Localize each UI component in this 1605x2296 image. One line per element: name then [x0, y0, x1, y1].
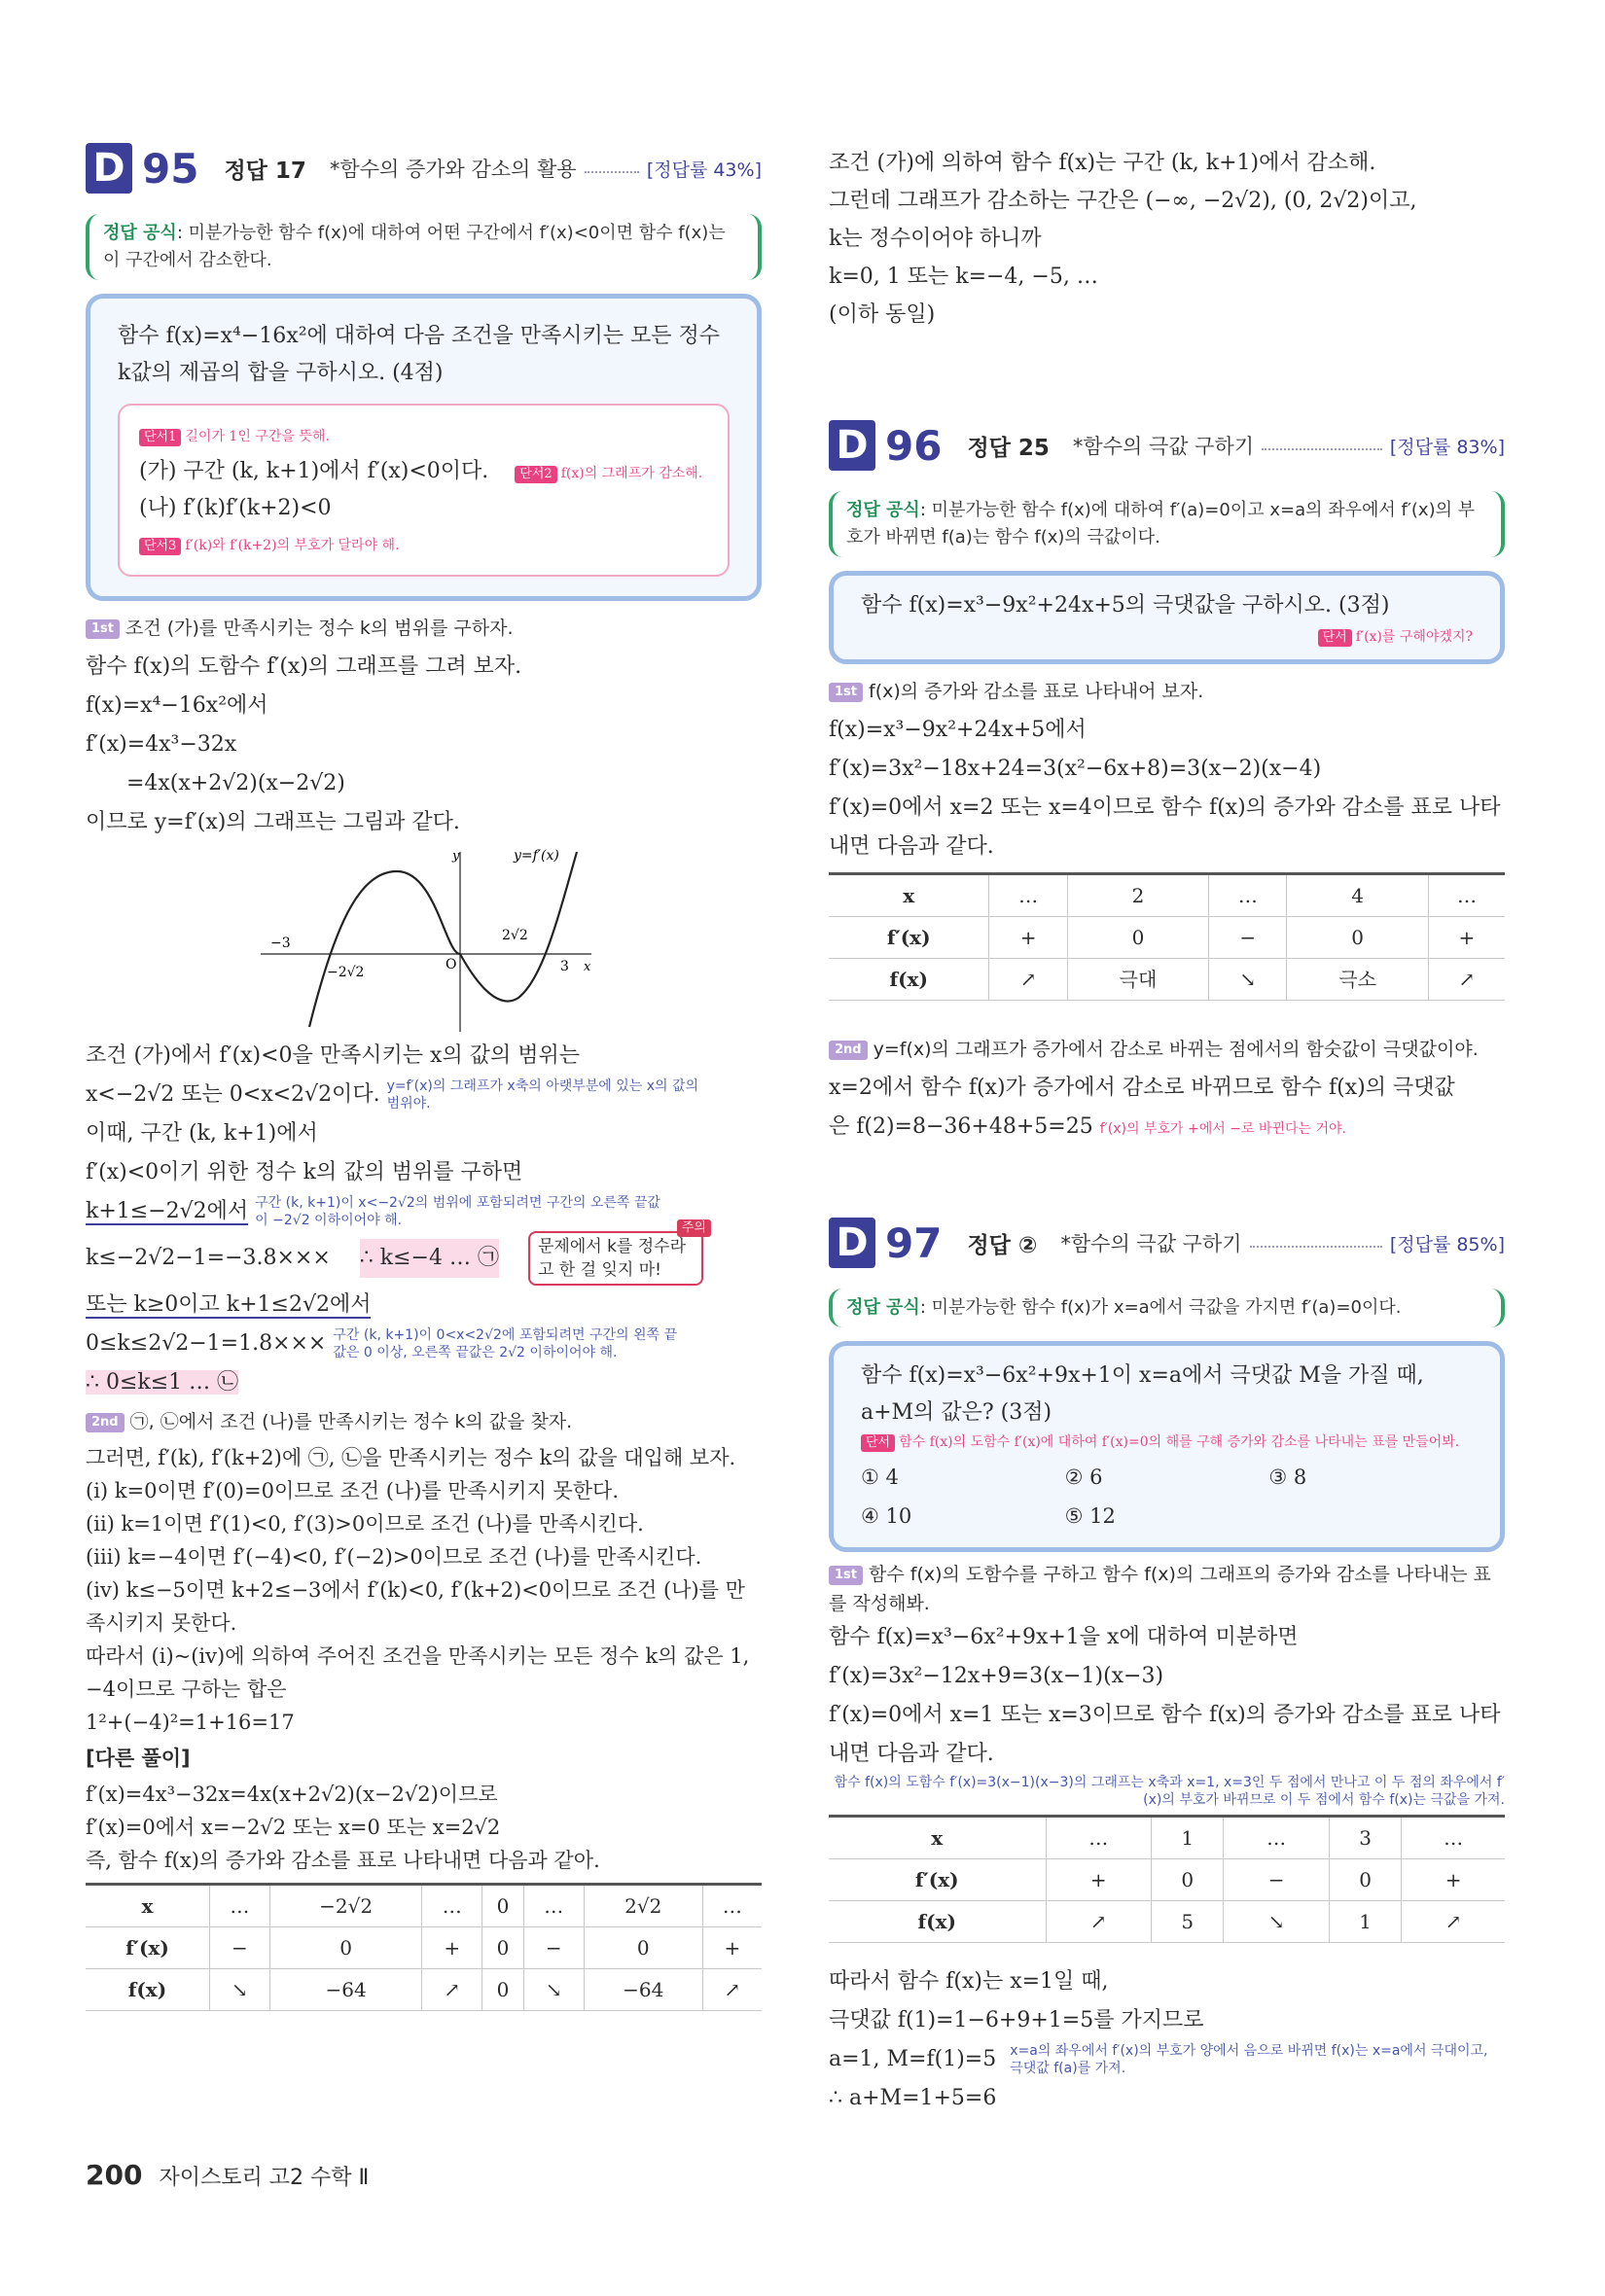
solution-line: 따라서 (ⅰ)~(ⅳ)에 의하여 주어진 조건을 만족시키는 모든 정수 k의 값은 1, −4이므로 구하는 합은 [86, 1644, 750, 1701]
solution-line: f(x)=x⁴−16x²에서 [86, 693, 268, 718]
choice-3[interactable]: ③ 8 [1268, 1466, 1307, 1489]
solution-line: (이하 동일) [829, 302, 936, 327]
table-cell: − [523, 1927, 584, 1969]
table-cell: 0 [584, 1927, 702, 1969]
topic: *함수의 극값 구하기 [1060, 1232, 1242, 1255]
solution-line: (ⅰ) k=0이면 f′(0)=0이므로 조건 (나)를 만족시키지 못한다. [86, 1479, 620, 1502]
solution-line: f′(x)=0에서 x=1 또는 x=3이므로 함수 f(x)의 증가와 감소를 표로 나타내면 다음과 같다. [829, 1703, 1501, 1766]
left-column [86, 136, 762, 2011]
table-cell: ↗ [702, 1969, 762, 2011]
table-cell: … [1428, 874, 1505, 917]
table-cell: 2√2 [584, 1885, 702, 1927]
table-cell: −64 [269, 1969, 421, 2011]
chapter-d-badge: D [86, 143, 132, 194]
condition-a: (가) 구간 (k, k+1)에서 f′(x)<0이다. [139, 459, 489, 483]
table-cell: … [1402, 1817, 1505, 1859]
hint-text: 길이가 1인 구간을 뜻해. [185, 429, 330, 444]
table-cell: … [1046, 1817, 1152, 1859]
solution-line: 함수 f(x)의 도함수 f′(x)의 그래프를 그려 보자. [86, 654, 522, 679]
hint-text: f(x)의 그래프가 감소해. [560, 466, 703, 481]
warning-box [528, 1220, 706, 1286]
table-cell: ↗ [1402, 1901, 1505, 1943]
table-cell: ↘ [1224, 1901, 1330, 1943]
hint-tag: 단서 [861, 1434, 895, 1452]
table-cell: 극대 [1067, 959, 1208, 1001]
step-tag: 1st [86, 619, 120, 639]
table-row [86, 1885, 762, 1927]
table-cell: ↗ [1046, 1901, 1152, 1943]
table-row [829, 1859, 1505, 1901]
problem-97-header [829, 1211, 1505, 1275]
table-cell: f′(x) [829, 917, 989, 959]
answer-choices [861, 1458, 1473, 1536]
solution-95 [86, 609, 762, 2011]
table-cell: 0 [269, 1927, 421, 1969]
table-cell: … [209, 1885, 269, 1927]
chapter-d-badge: D [829, 420, 875, 471]
solution-line: 조건 (가)에서 f′(x)<0을 만족시키는 x의 값의 범위는 [86, 1043, 580, 1068]
table-row [829, 1901, 1505, 1943]
y-axis-label: y [452, 849, 460, 864]
result-2: ∴ 0≤k≤1 … ㉡ [86, 1370, 239, 1395]
table-cell: ↘ [1209, 959, 1287, 1001]
solution-line: f′(x)<0이기 위한 정수 k의 값의 범위를 구하면 [86, 1160, 523, 1184]
table-cell: … [422, 1885, 482, 1927]
table-cell: 0 [482, 1927, 523, 1969]
solution-line: 따라서 함수 f(x)는 x=1일 때, [829, 1969, 1109, 1994]
table-row [829, 1817, 1505, 1859]
table-cell: ↘ [209, 1969, 269, 2011]
hint-tag: 단서1 [139, 429, 181, 446]
solution-line: a=1, M=f(1)=5 [829, 2047, 997, 2071]
solution-line: k≤−2√2−1=−3.8××× [86, 1246, 331, 1270]
leader-dots [1262, 448, 1382, 450]
table-cell: −2√2 [269, 1885, 421, 1927]
table-cell: 극소 [1287, 959, 1428, 1001]
table-cell: + [1402, 1859, 1505, 1901]
table-cell: x [86, 1885, 209, 1927]
formula-text: : 미분가능한 함수 f(x)가 x=a에서 극값을 가지면 f′(a)=0이다. [919, 1297, 1402, 1318]
answer-label: 정답 17 [224, 158, 306, 184]
problem-text: 함수 f(x)=x³−9x²+24x+5의 극댓값을 구하시오. (3점) [861, 593, 1390, 618]
solution-line: 즉, 함수 f(x)의 증가와 감소를 표로 나타내면 다음과 같아. [86, 1849, 600, 1872]
tick-label: −2√2 [327, 965, 365, 980]
table-cell: … [523, 1885, 584, 1927]
table-row [86, 1969, 762, 2011]
topic: *함수의 증가와 감소의 활용 [329, 158, 577, 181]
sign-table [829, 872, 1505, 1001]
step-text: ㉠, ㉡에서 조건 (나)를 만족시키는 정수 k의 값을 찾자. [129, 1411, 573, 1432]
solution-97 [829, 1560, 1505, 2118]
step-text: y=f(x)의 그래프가 증가에서 감소로 바뀌는 점에서의 함숫값이 극댓값이야. [873, 1039, 1479, 1060]
step-text: 조건 (가)를 만족시키는 정수 k의 범위를 구하자. [125, 618, 514, 639]
table-cell: f(x) [829, 959, 989, 1001]
solution-line: k+1≤−2√2에서 [86, 1199, 249, 1223]
solution-line: 조건 (가)에 의하여 함수 f(x)는 구간 (k, k+1)에서 감소해. [829, 151, 1376, 175]
formula-label: 정답 공식 [846, 500, 920, 520]
tick-label: 3 [560, 959, 569, 974]
problem-box [829, 1341, 1505, 1552]
solution-line: f′(x)=4x³−32x=4x(x+2√2)(x−2√2)이므로 [86, 1783, 498, 1806]
table-row [86, 1927, 762, 1969]
curve-label: y=f′(x) [514, 848, 559, 864]
solution-line: 이때, 구간 (k, k+1)에서 [86, 1121, 318, 1146]
table-cell: + [422, 1927, 482, 1969]
page-number: 200 [86, 2159, 143, 2191]
answer-formula-box [829, 491, 1505, 557]
table-cell: ↗ [1428, 959, 1505, 1001]
solution-line: 은 f(2)=8−36+48+5=25 [829, 1114, 1093, 1139]
side-note: x=a의 좌우에서 f′(x)의 부호가 양에서 음으로 바뀌면 f(x)는 x=a에서 극대이고, 극댓값 f(a)를 가져. [1010, 2043, 1488, 2076]
formula-text: : 미분가능한 함수 f(x)에 대하여 f′(a)=0이고 x=a의 좌우에서 f′(x)의 부호가 바뀌면 f(a)는 함수 f(x)의 극값이다. [846, 500, 1476, 548]
solution-line: 극댓값 f(1)=1−6+9+1=5를 가지므로 [829, 2008, 1204, 2032]
page-footer [86, 2159, 369, 2191]
hint-text: f′(k)와 f′(k+2)의 부호가 달라야 해. [185, 538, 400, 553]
formula-label: 정답 공식 [846, 1297, 920, 1318]
table-cell: ↗ [989, 959, 1067, 1001]
answer-label: 정답 ② [967, 1232, 1038, 1258]
answer-formula-box [86, 214, 762, 280]
solution-line: f′(x)=3x²−18x+24=3(x²−6x+8)=3(x−2)(x−4) [829, 757, 1322, 781]
sign-table [829, 1815, 1505, 1943]
problem-box [829, 571, 1505, 664]
table-cell: … [702, 1885, 762, 1927]
origin-label: O [446, 957, 457, 972]
topic: *함수의 극값 구하기 [1072, 435, 1255, 458]
table-cell: −64 [584, 1969, 702, 2011]
table-cell: ↘ [523, 1969, 584, 2011]
answer-label: 정답 25 [967, 435, 1050, 461]
solution-line: 1²+(−4)²=1+16=17 [86, 1711, 295, 1734]
book-title: 자이스토리 고2 수학 Ⅱ [159, 2166, 370, 2190]
formula-label: 정답 공식 [103, 223, 177, 243]
table-cell: 1 [1152, 1817, 1224, 1859]
table-cell: 0 [482, 1885, 523, 1927]
step-tag: 1st [829, 1566, 863, 1585]
condition-box [118, 404, 730, 577]
solution-line: ∴ a+M=1+5=6 [829, 2086, 997, 2110]
solution-line: 이므로 y=f′(x)의 그래프는 그림과 같다. [86, 810, 460, 834]
table-cell: 1 [1329, 1901, 1401, 1943]
table-cell: − [209, 1927, 269, 1969]
table-cell: x [829, 874, 989, 917]
table-cell: 3 [1329, 1817, 1401, 1859]
result-1: ∴ k≤−4 … ㉠ [360, 1239, 499, 1278]
table-cell: + [1046, 1859, 1152, 1901]
solution-96 [829, 672, 1505, 1147]
step-tag: 2nd [86, 1413, 125, 1432]
table-cell: 0 [482, 1969, 523, 2011]
table-cell: 4 [1287, 874, 1428, 917]
table-cell: 0 [1152, 1859, 1224, 1901]
table-cell: x [829, 1817, 1046, 1859]
solution-line: f(x)=x³−9x²+24x+5에서 [829, 718, 1087, 742]
solution-line: k=0, 1 또는 k=−4, −5, … [829, 265, 1098, 289]
step-text: f(x)의 증가와 감소를 표로 나타내어 보자. [869, 681, 1204, 702]
right-column [829, 136, 1505, 2118]
solution-line: f′(x)=0에서 x=−2√2 또는 x=0 또는 x=2√2 [86, 1816, 501, 1839]
hint-text: f′(x)를 구해야겠지? [1355, 629, 1473, 645]
problem-number: 97 [885, 1219, 943, 1267]
solution-line: 그러면, f′(k), f′(k+2)에 ㉠, ㉡을 만족시키는 정수 k의 값을 대입해 보자. [86, 1446, 736, 1469]
step-tag: 2nd [829, 1041, 868, 1060]
curve [309, 852, 577, 1027]
continued-solution [829, 144, 1505, 334]
solution-line: x<−2√2 또는 0<x<2√2이다. [86, 1082, 380, 1107]
table-cell: + [1428, 917, 1505, 959]
table-row [829, 959, 1505, 1001]
correct-rate: [정답률 43%] [646, 159, 762, 181]
table-cell: 5 [1152, 1901, 1224, 1943]
table-cell: 0 [1287, 917, 1428, 959]
hint-tag: 단서 [1318, 629, 1352, 647]
table-row [829, 917, 1505, 959]
table-cell: 0 [1329, 1859, 1401, 1901]
sign-table [86, 1883, 762, 2011]
alt-solution-title: [다른 풀이] [86, 1747, 191, 1770]
table-cell: f(x) [829, 1901, 1046, 1943]
solution-line: (ⅲ) k=−4이면 f′(−4)<0, f′(−2)>0이므로 조건 (나)를 만족시킨다. [86, 1545, 702, 1569]
table-cell: f(x) [86, 1969, 209, 2011]
solution-line: (ⅱ) k=1이면 f′(1)<0, f′(3)>0이므로 조건 (나)를 만족시킨다. [86, 1512, 644, 1536]
hint-tag: 단서3 [139, 538, 181, 555]
table-row [829, 874, 1505, 917]
table-cell: … [1209, 874, 1287, 917]
table-cell: + [989, 917, 1067, 959]
problem-text: 함수 f(x)=x⁴−16x²에 대하여 다음 조건을 만족시키는 모든 정수 k값의 제곱의 합을 구하시오. (4점) [118, 324, 721, 385]
side-note: 구간 (k, k+1)이 x<−2√2의 범위에 포함되려면 구간의 오른쪽 끝값이 −2√2 이하이어야 해. [255, 1195, 660, 1228]
condition-b: (나) f′(k)f′(k+2)<0 [139, 496, 332, 520]
solution-line: 그런데 그래프가 감소하는 구간은 (−∞, −2√2), (0, 2√2)이고, [829, 189, 1417, 213]
choice-2[interactable]: ② 6 [1064, 1466, 1103, 1489]
tick-label: −3 [270, 936, 291, 951]
choice-4[interactable]: ④ 10 [861, 1504, 912, 1528]
problem-text: 함수 f(x)=x³−6x²+9x+1이 x=a에서 극댓값 M을 가질 때, a+M의 값은? (3점) [861, 1363, 1424, 1425]
choice-5[interactable]: ⑤ 12 [1064, 1504, 1116, 1528]
step-tag: 1st [829, 683, 863, 702]
choice-1[interactable]: ① 4 [861, 1466, 899, 1489]
side-note: y=f′(x)의 그래프가 x축의 아랫부분에 있는 x의 값의 범위야. [386, 1078, 699, 1112]
x-axis-label: x [584, 960, 591, 974]
solution-line: f′(x)=0에서 x=2 또는 x=4이므로 함수 f(x)의 증가와 감소를 표로 나타내면 다음과 같다. [829, 795, 1501, 859]
solution-line: (ⅳ) k≤−5이면 k+2≤−3에서 f′(k)<0, f′(k+2)<0이므로 조건 (나)를 만족시키지 못한다. [86, 1578, 745, 1635]
hint-text: 함수 f(x)의 도함수 f′(x)에 대하여 f′(x)=0의 해를 구해 증가와 감소를 나타내는 표를 만들어봐. [899, 1434, 1460, 1450]
solution-line: f′(x)=4x³−32x [86, 732, 237, 757]
solution-line: f′(x)=3x²−12x+9=3(x−1)(x−3) [829, 1664, 1164, 1688]
solution-line: =4x(x+2√2)(x−2√2) [86, 771, 345, 795]
problem-96-header [829, 413, 1505, 477]
table-cell: f′(x) [829, 1859, 1046, 1901]
problem-number: 96 [885, 421, 943, 470]
step-text: 함수 f(x)의 도함수를 구하고 함수 f(x)의 그래프의 증가와 감소를 나타내는 표를 작성해봐. [829, 1564, 1491, 1614]
formula-text: : 미분가능한 함수 f(x)에 대하여 어떤 구간에서 f′(x)<0이면 함수 f(x)는 이 구간에서 감소한다. [103, 223, 726, 270]
table-cell: … [989, 874, 1067, 917]
warning-tag: 주의 [677, 1219, 711, 1237]
hint-tag: 단서2 [515, 466, 556, 483]
table-cell: + [702, 1927, 762, 1969]
solution-line: 함수 f(x)=x³−6x²+9x+1을 x에 대하여 미분하면 [829, 1625, 1299, 1649]
solution-line: 또는 k≥0이고 k+1≤2√2에서 [86, 1292, 372, 1317]
table-cell: f′(x) [86, 1927, 209, 1969]
derivative-graph [251, 842, 601, 1037]
correct-rate: [정답률 83%] [1389, 436, 1505, 458]
leader-dots [585, 171, 639, 173]
warning-text: 문제에서 k를 정수라고 한 걸 잊지 마! [537, 1237, 687, 1280]
solution-line: 0≤k≤2√2−1=1.8××× [86, 1331, 327, 1356]
leader-dots [1250, 1246, 1382, 1248]
table-cell: − [1224, 1859, 1330, 1901]
table-cell: … [1224, 1817, 1330, 1859]
table-cell: 2 [1067, 874, 1208, 917]
side-note: 구간 (k, k+1)이 0<x<2√2에 포함되려면 구간의 왼쪽 끝값은 0 이상, 오른쪽 끝값은 2√2 이하이어야 해. [333, 1327, 678, 1360]
problem-number: 95 [142, 144, 199, 193]
answer-formula-box [829, 1289, 1505, 1327]
side-note: f′(x)의 부호가 +에서 −로 바뀐다는 거야. [1099, 1121, 1346, 1137]
side-note: 함수 f(x)의 도함수 f′(x)=3(x−1)(x−3)의 그래프는 x축과 x=1, x=3인 두 점에서 만나고 이 두 점의 좌우에서 f′(x)의 부호가 바뀌므로 이 두 점에서 함수 f(x)는 극값을 가져. [834, 1775, 1505, 1808]
problem-box [86, 294, 762, 601]
table-cell: 0 [1067, 917, 1208, 959]
table-cell: − [1209, 917, 1287, 959]
chapter-d-badge: D [829, 1218, 875, 1268]
table-cell: ↗ [422, 1969, 482, 2011]
correct-rate: [정답률 85%] [1389, 1233, 1505, 1255]
solution-line: k는 정수이어야 하니까 [829, 227, 1042, 251]
solution-line: x=2에서 함수 f(x)가 증가에서 감소로 바뀌므로 함수 f(x)의 극댓값 [829, 1076, 1455, 1100]
problem-95-header [86, 136, 762, 200]
tick-label: 2√2 [502, 928, 528, 943]
